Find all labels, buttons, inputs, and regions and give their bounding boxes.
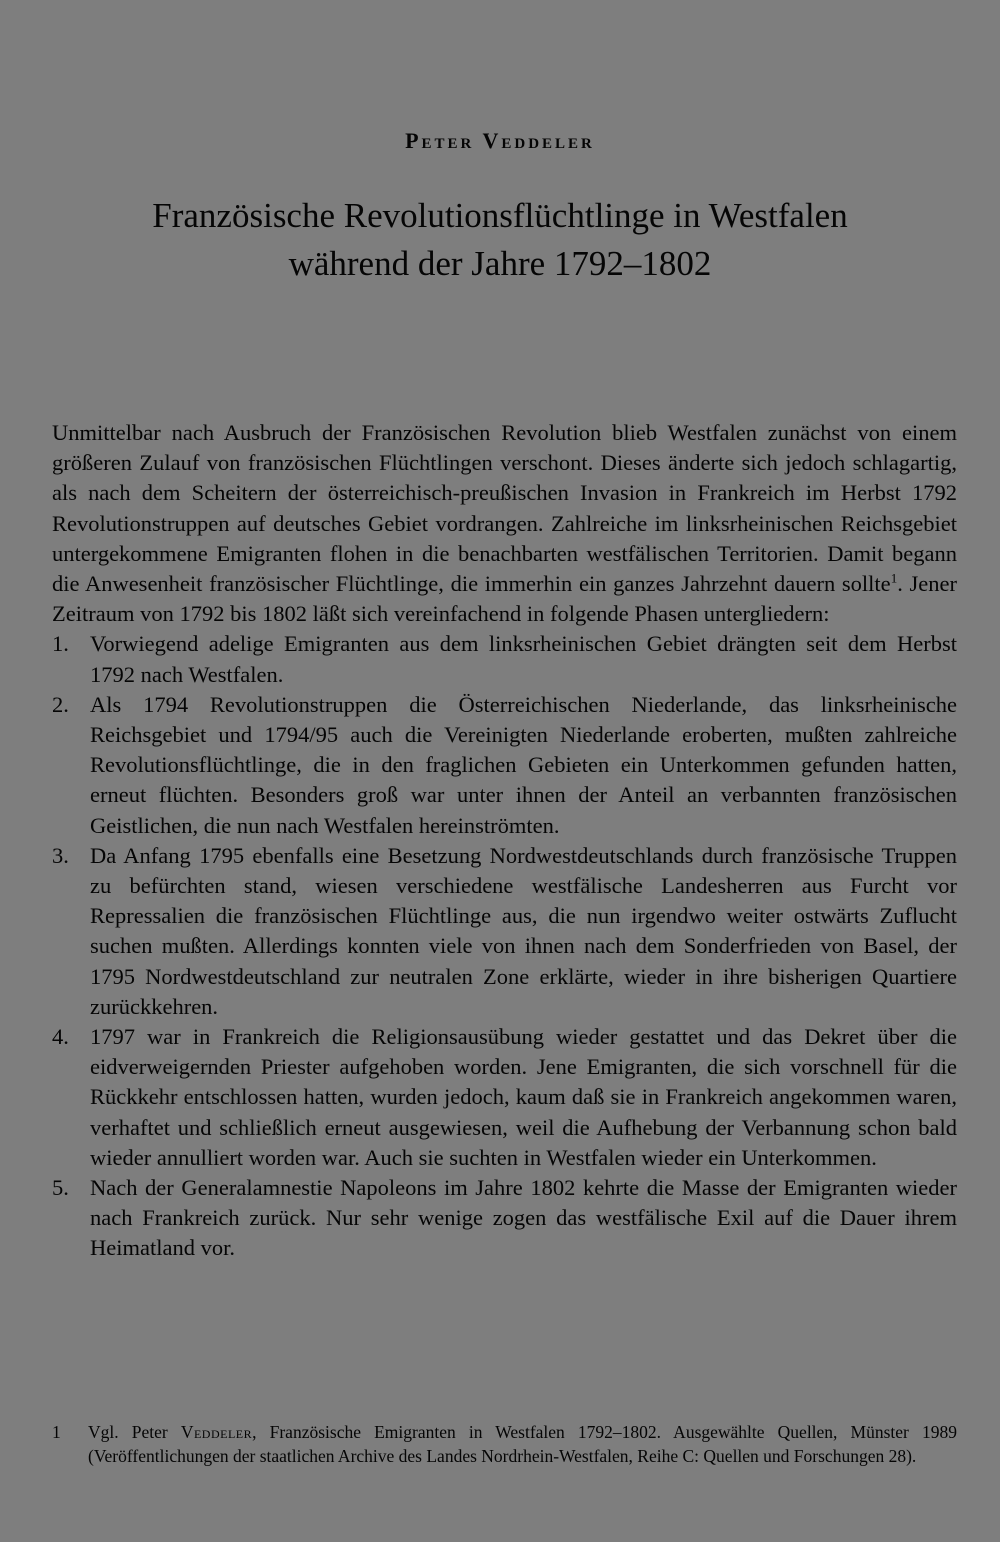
list-item-number: 5. bbox=[52, 1175, 69, 1201]
list-item-text: 1797 war in Frankreich die Religionsausübung wieder gestattet und das Dekret über die eidverweigernden Priester aufgehoben worden. Jene Emigranten, die sich vorschnell für die Rückkehr entschlossen hatten, wurden jedoch, kaum daß sie in Frankreich angekommen waren, verhaftet und schließlich erneut ausgewiesen, weil die Aufhebung der Verbannung schon bald wieder annulliert worden war. Auch sie suchten in Westfalen wieder ein Unterkommen. bbox=[90, 1024, 957, 1170]
list-item bbox=[52, 1173, 957, 1264]
footnote-number: 1 bbox=[52, 1422, 61, 1442]
intro-paragraph bbox=[52, 418, 957, 629]
footnote-text bbox=[88, 1420, 957, 1468]
footnote-author: Veddeler bbox=[180, 1422, 253, 1442]
list-item-text: Da Anfang 1795 ebenfalls eine Besetzung Nordwestdeutschlands durch französische Truppen zu befürchten stand, wiesen verschiedene westfälische Landesherren aus Furcht vor Repressalien die französischen Flüchtlinge aus, die nun irgendwo weiter ostwärts Zuflucht suchen mußten. Allerdings konnten viele von ihnen nach dem Sonderfrieden von Basel, der 1795 Nordwestdeutschland zur neutralen Zone erklärte, wieder in ihre bisherigen Quartiere zurückkehren. bbox=[90, 842, 957, 1019]
title-line-1: Französische Revolutionsflüchtlinge in Westfalen bbox=[152, 196, 848, 235]
list-item bbox=[52, 629, 957, 689]
title-line-2: während der Jahre 1792–1802 bbox=[288, 244, 712, 283]
list-item bbox=[52, 841, 957, 1022]
intro-text-after: . Jener Zeitraum von 1792 bis 1802 läßt sich vereinfachend in folgende Phasen untergliedern: bbox=[52, 571, 957, 627]
list-item-number: 2. bbox=[52, 691, 69, 717]
list-item bbox=[52, 1022, 957, 1173]
list-item-number: 4. bbox=[52, 1024, 69, 1050]
author-name: Peter Veddeler bbox=[405, 128, 595, 153]
phase-list bbox=[52, 629, 957, 1263]
list-item-number: 3. bbox=[52, 842, 69, 868]
list-item-number: 1. bbox=[52, 631, 69, 657]
footnote-citation: , Französische Emigranten in Westfalen 1792–1802. Ausgewählte Quellen, Münster 1989 (Veröffentlichungen der staatlichen Archive des Landes Nordrhein-Westfalen, Reihe C: Quellen und Forschungen 28). bbox=[88, 1422, 957, 1466]
list-item bbox=[52, 690, 957, 841]
list-item-text: Vorwiegend adelige Emigranten aus dem linksrheinischen Gebiet drängten seit dem Herbst 1792 nach Westfalen. bbox=[90, 631, 957, 687]
footnote bbox=[52, 1420, 957, 1468]
article-body bbox=[52, 418, 957, 1264]
intro-text: Unmittelbar nach Ausbruch der Französischen Revolution blieb Westfalen zunächst von einem größeren Zulauf von französischen Flüchtlingen verschont. Dieses änderte sich jedoch schlagartig, als nach dem Scheitern der österreichisch-preußischen Invasion in Frankreich im Herbst 1792 Revolutionstruppen auf deutsches Gebiet vordrangen. Zahlreiche im linksrheinischen Reichsgebiet untergekommene Emigranten flohen in die benachbarten westfälischen Territorien. Damit begann die Anwesenheit französischer Flüchtlinge, die immerhin ein ganzes Jahrzehnt dauern sollte bbox=[52, 420, 957, 597]
list-item-text: Als 1794 Revolutionstruppen die Österreichischen Niederlande, das linksrheinische Reichsgebiet und 1794/95 auch die Vereinigten Niederlande eroberten, mußten zahlreiche Revolutionsflüchtlinge, die in den fraglichen Gebieten ein Unterkommen gefunden hatten, erneut flüchten. Besonders groß war unter ihnen der Anteil an verbannten französischen Geistlichen, die nun nach Westfalen hereinströmten. bbox=[90, 691, 957, 838]
footnote-prefix: Vgl. Peter bbox=[88, 1422, 181, 1442]
article-title bbox=[60, 192, 940, 288]
footnote-reference: 1 bbox=[890, 570, 898, 586]
list-item-text: Nach der Generalamnestie Napoleons im Jahre 1802 kehrte die Masse der Emigranten wieder nach Frankreich zurück. Nur sehr wenige zogen das westfälische Exil auf die Dauer ihrem Heimatland vor. bbox=[90, 1175, 957, 1261]
